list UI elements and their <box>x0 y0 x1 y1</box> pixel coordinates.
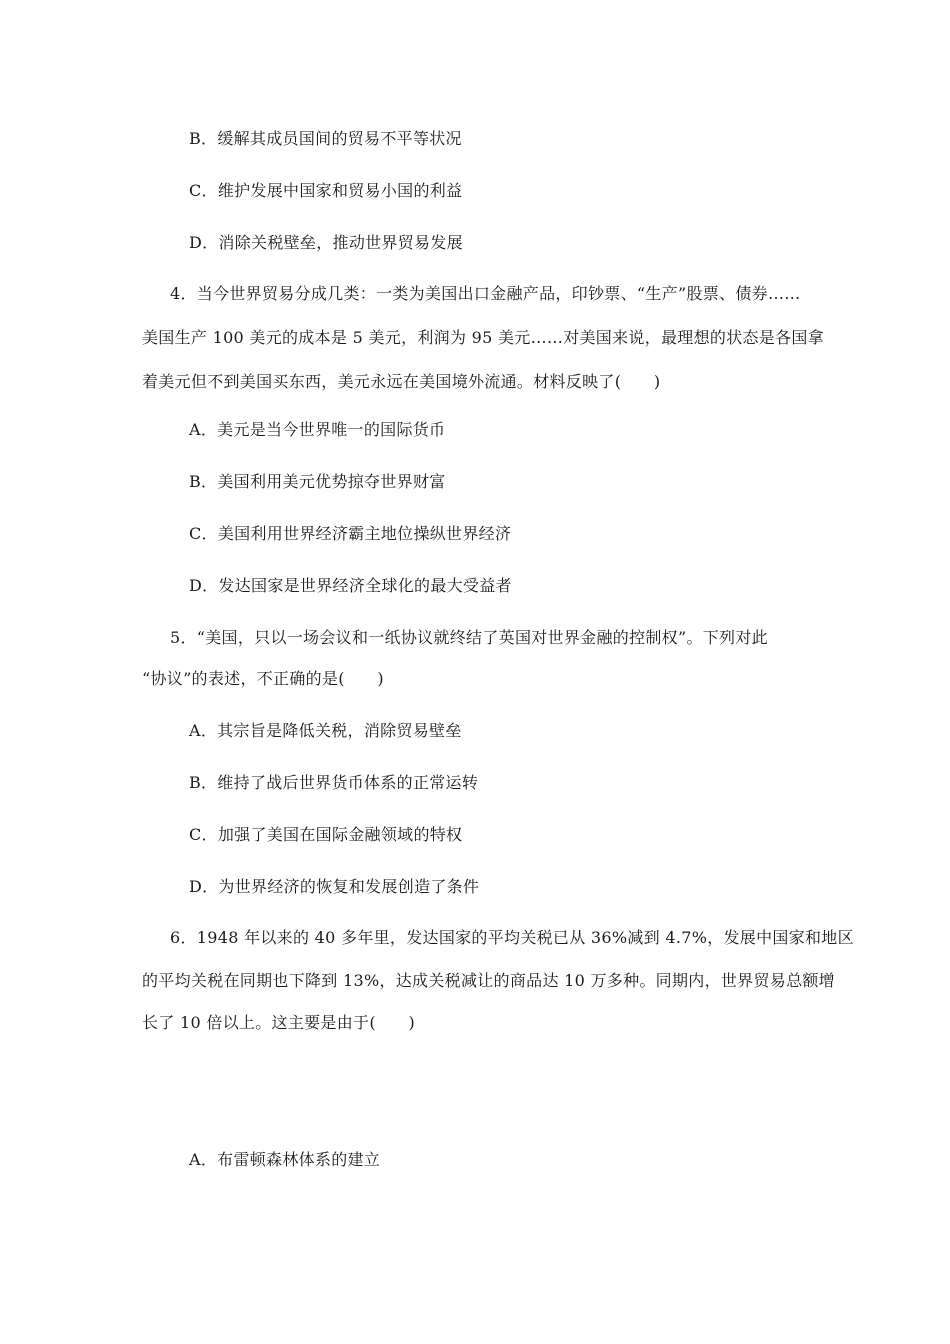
q5-stem-line-2: “协议”的表述，不正确的是( ) <box>142 669 384 688</box>
q5-option-a: A．其宗旨是降低关税，消除贸易壁垒 <box>189 721 462 740</box>
q6-option-a: A．布雷顿森林体系的建立 <box>189 1150 381 1169</box>
q5-option-c: C．加强了美国在国际金融领域的特权 <box>189 825 463 844</box>
q5-option-d: D．为世界经济的恢复和发展创造了条件 <box>189 877 480 896</box>
q6-stem-line-2: 的平均关税在同期也下降到 13%，达成关税减让的商品达 10 万多种。同期内，世界贸易总额增 <box>142 971 835 990</box>
q4-stem-line-3: 着美元但不到美国买东西，美元永远在美国境外流通。材料反映了( ) <box>142 372 661 391</box>
q4-option-c: C．美国利用世界经济霸主地位操纵世界经济 <box>189 524 512 543</box>
q4-stem-line-1: 4．当今世界贸易分成几类：一类为美国出口金融产品，印钞票、“生产”股票、债券…… <box>170 284 801 303</box>
q5-option-b: B．维持了战后世界货币体系的正常运转 <box>189 773 479 792</box>
q4-option-a: A．美元是当今世界唯一的国际货币 <box>189 420 446 439</box>
q4-stem-line-2: 美国生产 100 美元的成本是 5 美元，利润为 95 美元……对美国来说，最理想的状态是各国拿 <box>142 328 824 347</box>
q5-stem-line-1: 5．“美国，只以一场会议和一纸协议就终结了英国对世界金融的控制权”。下列对此 <box>170 628 768 647</box>
q4-option-b: B．美国利用美元优势掠夺世界财富 <box>189 472 446 491</box>
q3-option-c: C．维护发展中国家和贸易小国的利益 <box>189 181 463 200</box>
q3-option-b: B．缓解其成员国间的贸易不平等状况 <box>189 129 462 148</box>
q6-stem-line-3: 长了 10 倍以上。这主要是由于( ) <box>142 1013 416 1032</box>
q4-option-d: D．发达国家是世界经济全球化的最大受益者 <box>189 576 512 595</box>
q6-stem-line-1: 6．1948 年以来的 40 多年里，发达国家的平均关税已从 36%减到 4.7%，发展中国家和地区 <box>170 928 854 947</box>
q3-option-d: D．消除关税壁垒，推动世界贸易发展 <box>189 233 463 252</box>
